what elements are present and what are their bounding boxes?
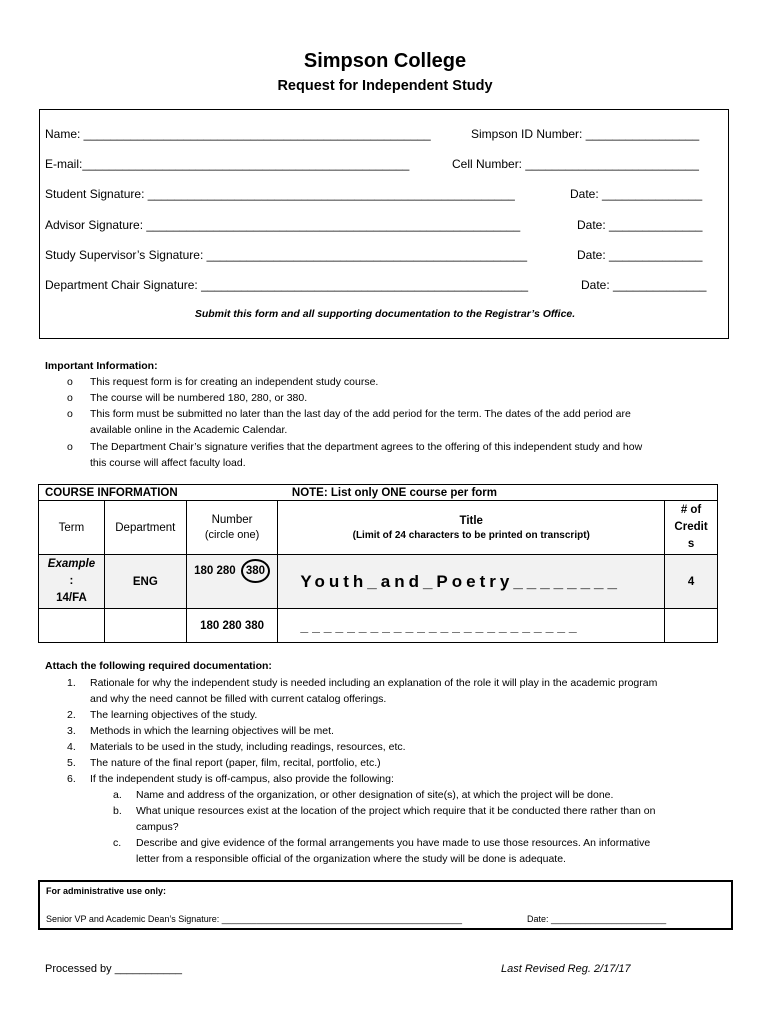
example-title-text: Youth_and_Poetry________ bbox=[300, 571, 621, 591]
attach-subitem-text: Describe and give evidence of the formal arrangements you have made to use those resources. An informative bbox=[136, 837, 651, 849]
submit-note: Submit this form and all supporting documentation to the Registrar’s Office. bbox=[194, 308, 576, 320]
attach-item-text: Rationale for why the independent study is needed including an explanation of the role it will play in the academic program bbox=[90, 677, 658, 689]
attach-item-text: Methods in which the learning objectives will be met. bbox=[90, 725, 334, 737]
important-item: The Department Chair’s signature verifies that the department agrees to the offering of this independent study and how bbox=[90, 441, 643, 453]
title-input[interactable]: _ _ _ _ _ _ _ _ _ _ _ _ _ _ _ _ _ _ _ _ _ _ _ _ bbox=[278, 609, 665, 643]
bullet-marker: o bbox=[67, 376, 73, 388]
attach-item-number: 3. bbox=[67, 725, 76, 737]
credits-header-line: s bbox=[687, 538, 695, 550]
bullet-marker: o bbox=[67, 441, 73, 453]
chair-date-field[interactable]: Date: ______________ bbox=[581, 278, 707, 292]
important-title: Important Information: bbox=[45, 360, 158, 372]
example-term bbox=[39, 555, 105, 609]
department-header: Department bbox=[104, 501, 186, 555]
cell-number-field[interactable]: Cell Number: __________________________ bbox=[452, 157, 699, 171]
term-header: Term bbox=[39, 501, 105, 555]
department-input[interactable] bbox=[104, 609, 186, 643]
attach-subitem-text: What unique resources exist at the location of the project which require that it be conducted there rather than on bbox=[136, 805, 656, 817]
page-title: Simpson College bbox=[303, 50, 467, 72]
term-input[interactable] bbox=[39, 609, 105, 643]
attach-subitem-letter: a. bbox=[113, 789, 122, 801]
blank-course-row bbox=[39, 609, 718, 643]
student-signature-field[interactable]: Student Signature: _______________________________________________________ bbox=[45, 187, 515, 201]
example-number bbox=[186, 555, 278, 609]
example-title bbox=[278, 555, 665, 609]
credits-header-line: # of bbox=[680, 504, 702, 516]
attach-item-number: 6. bbox=[67, 773, 76, 785]
important-item-cont: this course will affect faculty load. bbox=[90, 457, 246, 469]
number-header bbox=[186, 501, 278, 555]
bullet-marker: o bbox=[67, 408, 73, 420]
name-field[interactable]: Name: ____________________________________________________ bbox=[45, 127, 431, 141]
attach-item-number: 1. bbox=[67, 677, 76, 689]
number-options[interactable]: 180 280 380 bbox=[186, 609, 278, 643]
example-circled-number: 380 bbox=[241, 559, 270, 583]
dean-date-field[interactable]: Date: _______________________ bbox=[527, 914, 667, 924]
admin-title: For administrative use only: bbox=[46, 886, 167, 896]
attach-subitem-text: letter from a responsible official of the organization where the study will be done is adequate. bbox=[136, 853, 566, 865]
supervisor-signature-field[interactable]: Study Supervisor’s Signature: ________________________________________________ bbox=[45, 248, 527, 262]
attach-subitem-text: campus? bbox=[136, 821, 179, 833]
important-item-cont: available online in the Academic Calendar. bbox=[90, 424, 288, 436]
page-subtitle: Request for Independent Study bbox=[277, 78, 493, 94]
important-item: This form must be submitted no later than the last day of the add period for the term. The dates of the add period are bbox=[90, 408, 631, 420]
credits-header-line: Credit bbox=[674, 521, 708, 533]
example-number-options: 180 280 bbox=[194, 565, 236, 577]
bullet-marker: o bbox=[67, 392, 73, 404]
attach-item-text: The learning objectives of the study. bbox=[90, 709, 258, 721]
attach-item-text: The nature of the final report (paper, film, recital, portfolio, etc.) bbox=[90, 757, 381, 769]
number-header-sub: (circle one) bbox=[204, 529, 260, 541]
course-table bbox=[38, 484, 718, 643]
attach-title: Attach the following required documentation: bbox=[45, 660, 272, 672]
email-field[interactable]: E-mail:_________________________________________________ bbox=[45, 157, 410, 171]
example-term-line: : bbox=[69, 575, 74, 587]
supervisor-date-field[interactable]: Date: ______________ bbox=[577, 248, 703, 262]
attach-subitem-letter: c. bbox=[113, 837, 122, 849]
dean-signature-field[interactable]: Senior VP and Academic Dean’s Signature: ________________________________________________ bbox=[46, 914, 463, 924]
attach-item-text: If the independent study is off-campus, also provide the following: bbox=[90, 773, 394, 785]
attach-item-text: and why the need cannot be filled with current catalog offerings. bbox=[90, 693, 387, 705]
processed-by-field[interactable]: Processed by ___________ bbox=[45, 963, 182, 975]
attach-subitem-letter: b. bbox=[113, 805, 122, 817]
attach-item-number: 2. bbox=[67, 709, 76, 721]
advisor-signature-field[interactable]: Advisor Signature: ________________________________________________________ bbox=[45, 218, 521, 232]
example-department: ENG bbox=[104, 555, 186, 609]
simpson-id-field[interactable]: Simpson ID Number: _________________ bbox=[471, 127, 700, 141]
revision-note: Last Revised Reg. 2/17/17 bbox=[501, 963, 631, 975]
important-item: The course will be numbered 180, 280, or 380. bbox=[90, 392, 308, 404]
credits-header bbox=[665, 501, 718, 555]
number-header-label: Number bbox=[211, 514, 253, 526]
example-credits: 4 bbox=[665, 555, 718, 609]
attach-item-text: Materials to be used in the study, including readings, resources, etc. bbox=[90, 741, 406, 753]
important-item: This request form is for creating an independent study course. bbox=[90, 376, 379, 388]
example-term-line: Example bbox=[47, 558, 96, 570]
credits-input[interactable] bbox=[665, 609, 718, 643]
title-header-sub: (Limit of 24 characters to be printed on transcript) bbox=[352, 529, 590, 541]
example-term-line: 14/FA bbox=[56, 592, 87, 604]
attach-item-number: 4. bbox=[67, 741, 76, 753]
title-header-label: Title bbox=[459, 514, 483, 527]
student-date-field[interactable]: Date: _______________ bbox=[570, 187, 703, 201]
attach-subitem-text: Name and address of the organization, or other designation of site(s), at which the project will be done. bbox=[136, 789, 614, 801]
example-row bbox=[39, 555, 718, 609]
course-info-label: COURSE INFORMATION bbox=[39, 485, 278, 501]
attach-item-number: 5. bbox=[67, 757, 76, 769]
chair-signature-field[interactable]: Department Chair Signature: _________________________________________________ bbox=[45, 278, 529, 292]
title-header bbox=[278, 501, 665, 555]
advisor-date-field[interactable]: Date: ______________ bbox=[577, 218, 703, 232]
course-note: NOTE: List only ONE course per form bbox=[278, 485, 718, 501]
